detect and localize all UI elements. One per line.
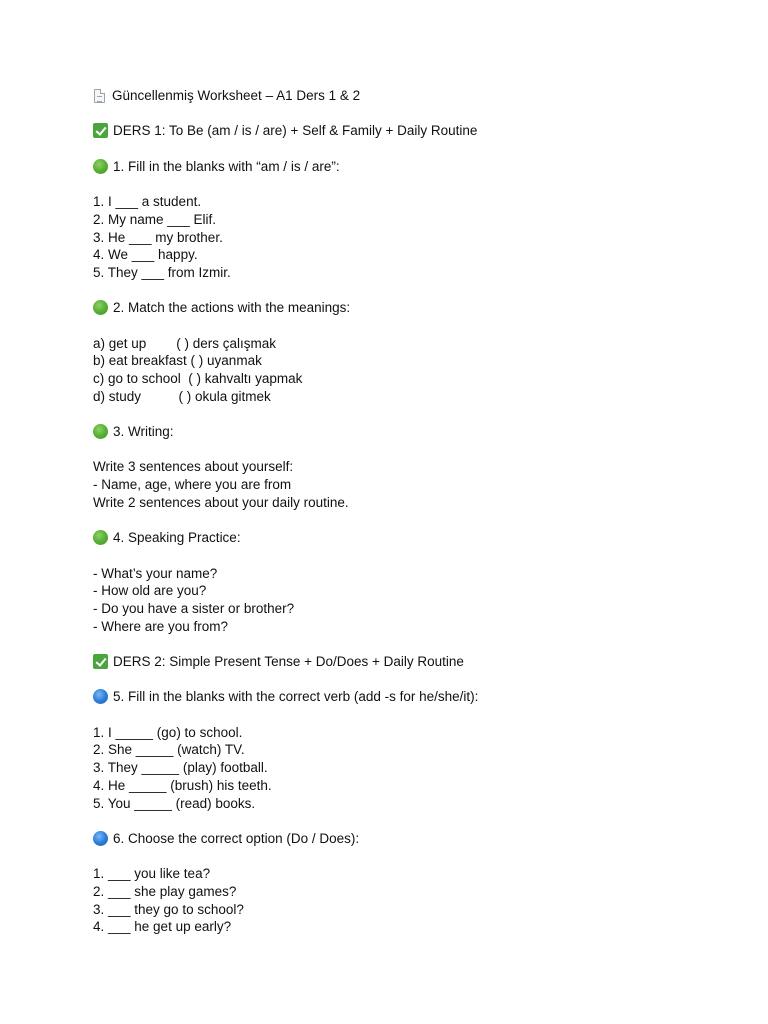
blue-circle-icon	[93, 689, 108, 704]
section5-item: 2. She _____ (watch) TV.	[93, 742, 245, 758]
section6-item: 2. ___ she play games?	[93, 883, 237, 899]
section1-item: 1. I ___ a student.	[93, 194, 202, 210]
section4-item: - How old are you?	[93, 583, 207, 599]
section1-item: 5. They ___ from Izmir.	[93, 264, 231, 280]
lesson2-heading: DERS 2: Simple Present Tense + Do/Does + Daily Routine	[93, 653, 733, 671]
green-circle-icon	[93, 530, 108, 545]
section3-item: Write 2 sentences about your daily routine.	[93, 494, 349, 510]
green-circle-icon	[93, 424, 108, 439]
section5-item: 3. They _____ (play) football.	[93, 760, 268, 776]
blue-circle-icon	[93, 831, 108, 846]
section3-item: - Name, age, where you are from	[93, 477, 292, 493]
section2-item: d) study ( ) okula gitmek	[93, 388, 271, 404]
section3-heading: 3. Writing:	[93, 423, 733, 441]
section5-item: 5. You _____ (read) books.	[93, 795, 256, 811]
worksheet-document	[93, 87, 733, 936]
section1-item: 3. He ___ my brother.	[93, 229, 223, 245]
section5-item: 4. He _____ (brush) his teeth.	[93, 777, 272, 793]
green-check-icon	[93, 123, 108, 138]
section6-item: 4. ___ he get up early?	[93, 919, 232, 935]
section3-item: Write 3 sentences about yourself:	[93, 459, 294, 475]
green-circle-icon	[93, 159, 108, 174]
green-circle-icon	[93, 300, 108, 315]
section1-item: 2. My name ___ Elif.	[93, 211, 217, 227]
section4-item: - Do you have a sister or brother?	[93, 600, 295, 616]
section6-item: 1. ___ you like tea?	[93, 866, 211, 882]
lesson1-heading: DERS 1: To Be (am / is / are) + Self & Family + Daily Routine	[93, 122, 733, 140]
section1-heading: 1. Fill in the blanks with “am / is / are”:	[93, 158, 733, 176]
section2-item: a) get up ( ) ders çalışmak	[93, 335, 277, 351]
section6-heading: 6. Choose the correct option (Do / Does):	[93, 830, 733, 848]
section2-heading: 2. Match the actions with the meanings:	[93, 299, 733, 317]
section4-heading: 4. Speaking Practice:	[93, 529, 733, 547]
section1-item: 4. We ___ happy.	[93, 247, 198, 263]
document-icon	[94, 89, 105, 103]
green-check-icon	[93, 654, 108, 669]
section5-item: 1. I _____ (go) to school.	[93, 724, 243, 740]
section4-item: - Where are you from?	[93, 618, 229, 634]
section2-item: b) eat breakfast ( ) uyanmak	[93, 353, 262, 369]
worksheet-title: Güncellenmiş Worksheet – A1 Ders 1 & 2	[93, 87, 733, 105]
section5-heading: 5. Fill in the blanks with the correct verb (add -s for he/she/it):	[93, 688, 733, 706]
section2-item: c) go to school ( ) kahvaltı yapmak	[93, 371, 303, 386]
section4-item: - What’s your name?	[93, 565, 218, 581]
section6-item: 3. ___ they go to school?	[93, 901, 244, 917]
